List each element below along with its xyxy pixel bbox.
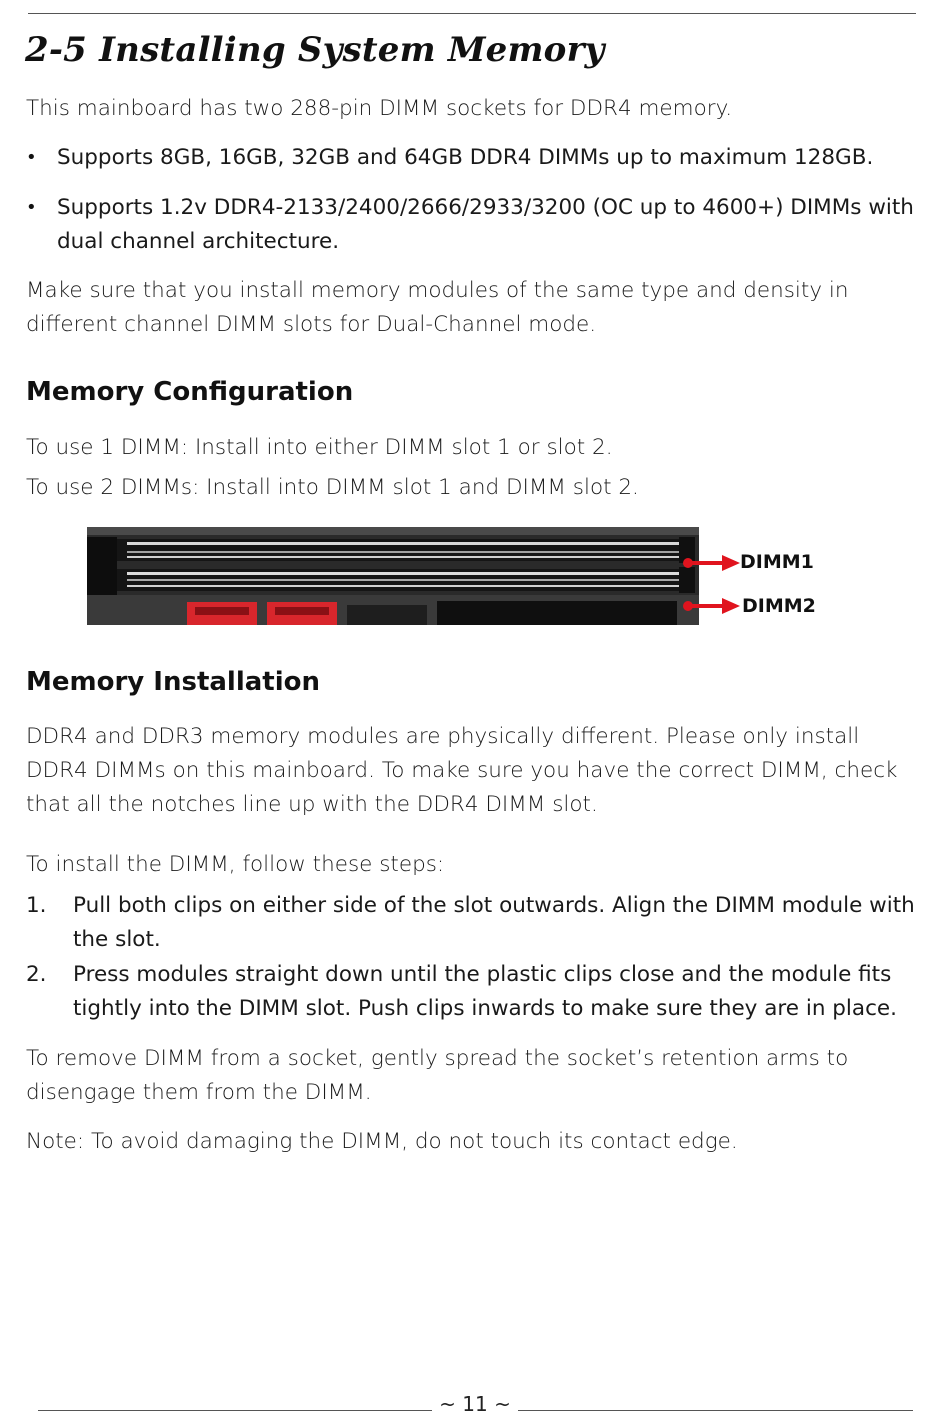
step-number: 1. [26,893,47,918]
step-text: Press modules straight down until the plastic clips close and the module fits tightly into the DIMM slot. Push clips inwards to make sure they are in place. [73,962,897,1021]
ddr-difference-text: DDR4 and DDR3 memory modules are physically different. Please only install DDR4 DIMMs on this mainboard. To make sure you have the correct DIMM, check that all the notches line up with the DDR4 DIMM slot. [26,724,898,817]
bullet-item: Supports 8GB, 16GB, 32GB and 64GB DDR4 DIMMs up to maximum 128GB. [57,145,874,170]
step-text: Pull both clips on either side of the slot outwards. Align the DIMM module with the slot. [73,893,915,952]
dimm1-arrow-icon [682,555,740,571]
dimm2-arrow-icon [682,598,740,614]
bullet-item: Supports 1.2v DDR4-2133/2400/2666/2933/3200 (OC up to 4600+) DIMMs with dual channel architecture. [57,195,914,254]
contact-edge-note: Note: To avoid damaging the DIMM, do not touch its contact edge. [26,1129,738,1154]
memory-configuration-heading: Memory Configuration [26,377,354,407]
section-title: 2-5 Installing System Memory [25,30,605,70]
page-number: ~ 11 ~ [439,1392,511,1416]
dimm2-label: DIMM2 [742,595,816,617]
remove-dimm-text: To remove DIMM from a socket, gently spread the socket’s retention arms to disengage them from the DIMM. [26,1046,849,1105]
config-one-dimm: To use 1 DIMM: Install into either DIMM slot 1 or slot 2. [26,435,613,460]
top-rule [28,13,916,14]
install-note: Make sure that you install memory modules of the same type and density in different channel DIMM slots for Dual-Channel mode. [26,278,849,337]
dimm1-label: DIMM1 [740,551,814,573]
bullet-marker: • [26,197,37,218]
bullet-marker: • [26,147,37,168]
memory-installation-heading: Memory Installation [26,667,320,697]
config-two-dimms: To use 2 DIMMs: Install into DIMM slot 1 and DIMM slot 2. [26,475,639,500]
steps-intro: To install the DIMM, follow these steps: [26,852,445,877]
footer-rule-right [518,1410,913,1411]
dimm-slots-photo [87,527,699,625]
step-number: 2. [26,962,47,987]
intro-text: This mainboard has two 288-pin DIMM sockets for DDR4 memory. [26,96,733,121]
